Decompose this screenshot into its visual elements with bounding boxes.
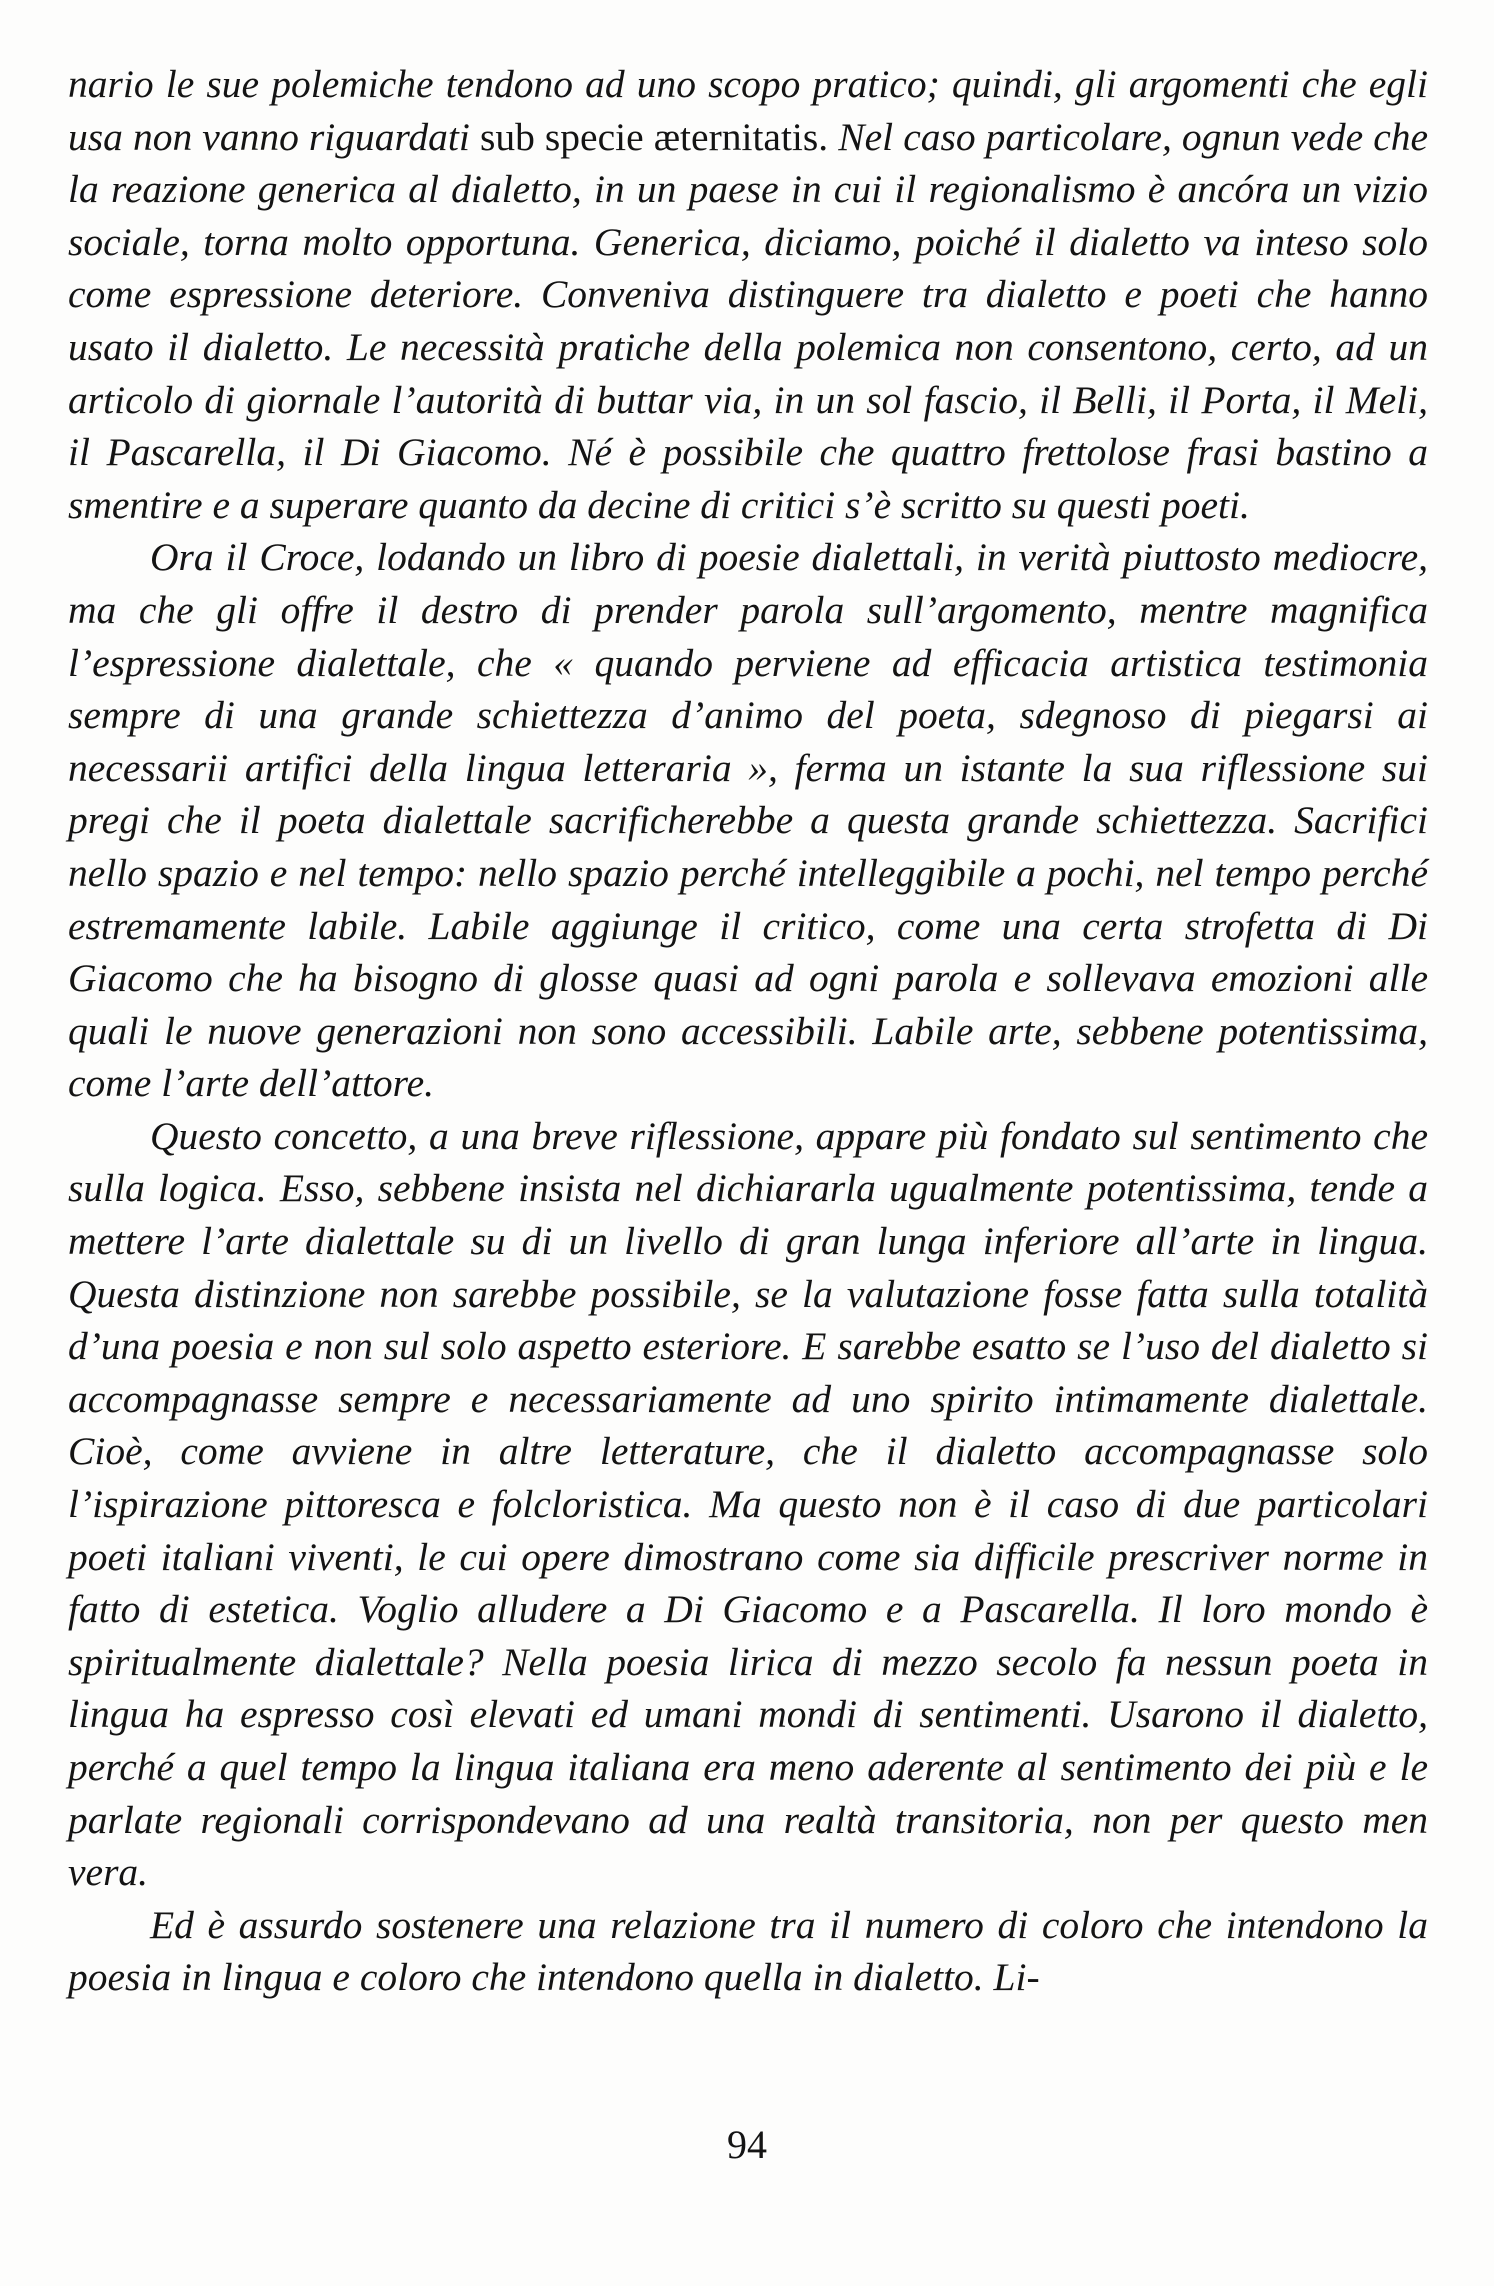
paragraph-1 [68,58,1428,531]
paragraph-2 [68,531,1428,1110]
text-segment: Questo concetto, a una breve riflessione, appare più fondato sul sentimento che sulla logica. Esso, sebbene insista nel dichiararla ugualmente potentissima, tende a mettere l’arte dialettale su di un livello di gran lunga inferiore all’arte in lingua. Questa distinzione non sarebbe possibile, se la valutazione fosse fatta sulla totalità d’una poesia e non sul solo aspetto esteriore. E sarebbe esatto se l’uso del dialetto si accompagnasse sempre e necessariamente ad uno spirito intimamente dialettale. Cioè, come avviene in altre letterature, che il dialetto accompagnasse solo l’ispirazione pittoresca e folcloristica. Ma questo non è il caso di due particolari poeti italiani viventi, le cui opere dimostrano come sia difficile prescriver norme in fatto di estetica. Voglio alludere a Di Giacomo e a Pascarella. Il loro mondo è spiritualmente dialettale? Nella poesia lirica di mezzo secolo fa nessun poeta in lingua ha espresso così elevati ed umani mondi di sentimenti. Usarono il dialetto, perché a quel tempo la lingua italiana era meno aderente al sentimento dei più e le parlate regionali corrispondevano ad una realtà transitoria, non per questo men vera. [68,1113,1428,1895]
paragraph-4 [68,1899,1428,2004]
page-number: 94 [727,2122,767,2167]
text-segment: nario le sue polemiche tendono ad uno scopo pratico; quindi, gli argomenti che egli usa non vanno riguardati [68,62,1428,159]
latin-phrase: sub specie æternitatis. [479,114,829,159]
text-segment: Ora il Croce, lodando un libro di poesie dialettali, in verità piuttosto mediocre, ma che gli offre il destro di prender parola sull’argomento, mentre magnifica l’espressione dialettale, che « quando perviene ad efficacia artistica testimonia sempre di una grande schiettezza d’animo del poeta, sdegnoso di piegarsi ai necessarii artifici della lingua letteraria », ferma un istante la sua riflessione sui pregi che il poeta dialettale sacrificherebbe a questa grande schiettezza. Sacrifici nello spazio e nel tempo: nello spazio perché intelleggibile a pochi, nel tempo perché estremamente labile. Labile aggiunge il critico, come una certa strofetta di Di Giacomo che ha bisogno di glosse quasi ad ogni parola e sollevava emozioni alle quali le nuove generazioni non sono accessibili. Labile arte, sebbene potentissima, come l’arte dell’attore. [68,535,1428,1106]
text-segment: Ed è assurdo sostenere una relazione tra il numero di coloro che intendono la poesia in lingua e coloro che intendono quella in dialetto. Li- [68,1902,1428,2000]
text-segment: Nel caso particolare, ognun vede che la reazione generica al dialetto, in un paese in cui il regionalismo è ancóra un vizio sociale, torna molto opportuna. Generica, diciamo, poiché il dialetto va inteso solo come espressione deteriore. Conveniva distinguere tra dialetto e poeti che hanno usato il dialetto. Le necessità pratiche della polemica non consentono, certo, ad un articolo di giornale l’autorità di buttar via, in un sol fascio, il Belli, il Porta, il Meli, il Pascarella, il Di Giacomo. Né è possibile che quattro frettolose frasi bastino a smentire e a superare quanto da decine di critici s’è scritto su questi poeti. [68,114,1429,527]
paragraph-3 [68,1110,1428,1899]
body-text [68,58,1428,2004]
